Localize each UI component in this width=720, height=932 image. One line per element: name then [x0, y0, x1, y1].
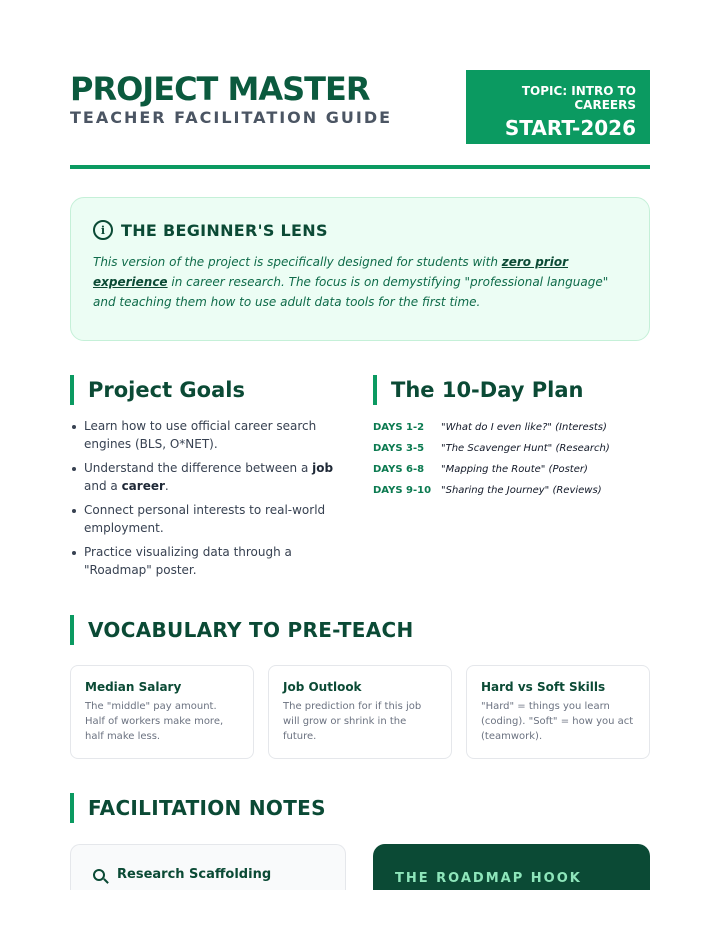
plan-row	[373, 438, 653, 459]
lens-heading	[93, 220, 627, 240]
lens-body	[93, 252, 627, 312]
vocab-definition: The prediction for if this job will grow or shrink in the future.	[283, 701, 422, 742]
goal-text: Learn how to use official career search engines (BLS, O*NET).	[84, 419, 317, 451]
vocab-definition: The "middle" pay amount. Half of workers make more, half make less.	[85, 701, 224, 742]
search-icon	[93, 869, 109, 885]
goal-bold-term: job	[312, 461, 334, 475]
goal-text: Understand the difference between a	[84, 461, 313, 475]
plan-description: "Sharing the Journey" (Reviews)	[441, 485, 602, 496]
project-goals-heading: Project Goals	[70, 375, 245, 405]
plan-description: "The Scavenger Hunt" (Research)	[441, 443, 610, 454]
vocab-term: Job Outlook	[283, 680, 362, 694]
goal-item	[70, 417, 350, 453]
goal-text: and a	[84, 479, 122, 493]
goal-bold-term: career	[121, 479, 165, 493]
ten-day-plan-heading: The 10-Day Plan	[373, 375, 583, 405]
goal-text: .	[164, 479, 169, 493]
plan-description: "Mapping the Route" (Poster)	[441, 464, 588, 475]
page-bottom-margin	[0, 890, 720, 932]
vocabulary-heading: VOCABULARY TO PRE-TEACH	[70, 615, 414, 645]
vocab-card	[268, 665, 452, 759]
facilitation-notes-heading: FACILITATION NOTES	[70, 793, 326, 823]
topic-badge	[466, 70, 650, 144]
beginners-lens-callout	[70, 197, 650, 341]
goal-item	[70, 543, 350, 579]
topic-label: TOPIC: INTRO TO CAREERS	[521, 84, 636, 112]
plan-days: DAYS 6-8	[373, 464, 425, 475]
plan-days: DAYS 9-10	[373, 485, 432, 496]
vocabulary-cards	[70, 665, 650, 759]
plan-description: "What do I even like?" (Interests)	[441, 422, 607, 433]
goal-text: Connect personal interests to real-world employment.	[84, 503, 326, 535]
project-goals-list	[70, 417, 350, 585]
roadmap-hook-title: THE ROADMAP HOOK	[395, 871, 582, 886]
vocab-definition: "Hard" = things you learn (coding). "Soft" = how you act (teamwork).	[481, 701, 634, 742]
ten-day-plan-list	[373, 417, 653, 501]
plan-row	[373, 459, 653, 480]
header-divider	[70, 165, 650, 169]
lens-body-start: This version of the project is specifically designed for students with	[93, 255, 502, 269]
lens-body-end: in career research. The focus is on demystifying "professional language" and teaching them how to use adult data tools for the first time.	[93, 275, 609, 309]
lens-body-emphasis: zero prior experience	[93, 255, 568, 289]
page-subtitle: TEACHER FACILITATION GUIDE	[70, 108, 393, 127]
plan-days: DAYS 1-2	[373, 422, 425, 433]
topic-value: START-2026	[504, 116, 636, 140]
info-icon: i	[93, 220, 113, 240]
page-header	[70, 70, 650, 146]
vocab-card	[466, 665, 650, 759]
plan-row	[373, 480, 653, 501]
plan-days: DAYS 3-5	[373, 443, 425, 454]
vocab-card	[70, 665, 254, 759]
vocab-term: Hard vs Soft Skills	[481, 680, 606, 694]
goal-text: Practice visualizing data through a "Roadmap" poster.	[84, 545, 292, 577]
research-scaffolding-title: Research Scaffolding	[117, 867, 272, 882]
goal-item	[70, 501, 350, 537]
page-title: PROJECT MASTER	[70, 70, 370, 108]
goal-item	[70, 459, 350, 495]
plan-row	[373, 417, 653, 438]
vocab-term: Median Salary	[85, 680, 182, 694]
lens-title: THE BEGINNER'S LENS	[121, 220, 328, 240]
